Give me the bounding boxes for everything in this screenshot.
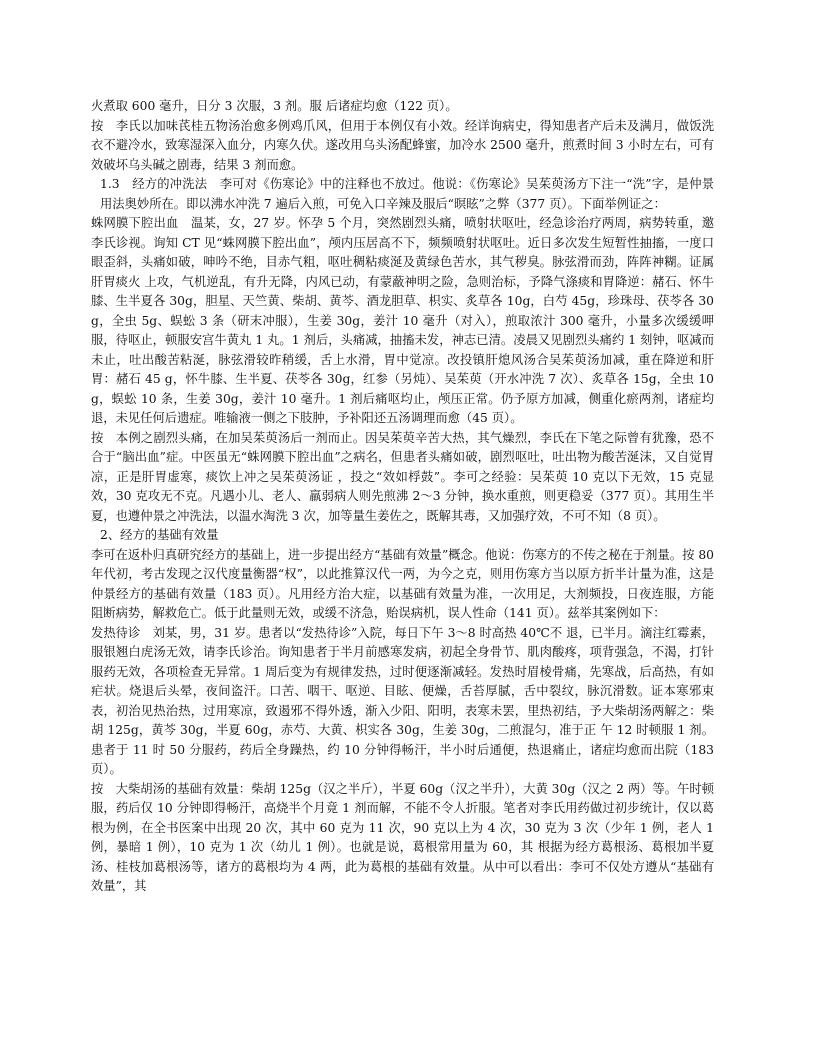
- case-fever-diagnosis: 发热待诊 刘某，男，31 岁。患者以“发热待诊”入院，每日下午 3～8 时高热 40℃不 退，已半月。滴注红霉素，服银翘白虎汤无效，请李氏诊治。询知患者于半月前感寒发病，初起全身骨节、肌肉酸疼，项背强急，不渴，打针服药无效，各项检查无异常。1 周后变为有规律发热，过时便逐渐减轻。发热时眉棱骨痛，先寒战，后高热，有如疟状。烧退后头晕，夜间盗汗。口苦、咽干、呕逆、目眩、便燥，舌苔厚腻，舌中裂纹，脉沉滑数。证本寒邪束表，初治见热治热，过用寒凉，致遏邪不得外透，渐入少阳、阳明，表寒未罢，里热初结，予大柴胡汤两解之：柴胡 125g，黄芩 30g，半夏 60g，赤芍、大黄、枳实各 30g，生姜 30g，二煎混匀，准于正 午 12 时顿服 1 剂。患者于 11 时 50 分服药，药后全身躁热，约 10 分钟得畅汗，半小时后通便，热退痛止，诸症均愈而出院（183 页）。: [91, 625, 714, 776]
- paragraph-commentary-da-chaihu: 按 大柴胡汤的基础有效量：柴胡 125g（汉之半斤），半夏 60g（汉之半升），大黄 30g（汉之 2 两）等。午时顿服，药后仅 10 分钟即得畅汗，高烧半个月竟 1 剂而解，不能不令人折服。笔者对李氏用药做过初步统计，仅以葛根为例，在全书医案中出现 20 次，其中 60 克为 11 次，90 克以上为 4 次，30 克为 3 次（少年 1 例，老人 1 例，暴暗 1 例），10 克为 1 次（幼儿 1 例）。也就是说，葛根常用量为 60，其 根据为经方葛根汤、葛根加半夏汤、桂枝加葛根汤等，诸方的葛根均为 4 两，此为葛根的基础有效量。从中可以看出：李可不仅处方遵从“基础有效量”，其: [91, 781, 714, 893]
- paragraph-commentary-chicken-claw-wind: 按 李氏以加味芪桂五物汤治愈多例鸡爪风，但用于本例仅有小效。经详询病史，得知患者产后未及满月，做饭洗衣不避冷水，致寒湿深入血分，内寒久伏。遂改用乌头汤配蜂蜜，加冷水 2500 毫升，煎煮时间 3 小时左右，可有效破坏乌头碱之剧毒，结果 3 剂而愈。: [91, 118, 714, 172]
- case-subarachnoid-hemorrhage: 蛛网膜下腔出血 温某，女，27 岁。怀孕 5 个月，突然剧烈头痛，喷射状呕吐，经急诊治疗两周，病势转重，邀李氏诊视。询知 CT 见“蛛网膜下腔出血”，颅内压居高不下，频频喷射状呕吐。近日多次发生短暂性抽搐，一度口眼歪斜，头痛如破，呻吟不绝，目赤气粗，呕吐稠粘痰涎及黄绿色苦水，其气秽臭。脉弦滑而劲，阵阵神糊。证属肝胃痰火 上攻，气机逆乱，有升无降，内风已动，有蒙蔽神明之险，急则治标，予降气涤痰和胃降逆：赭石、怀牛膝、生半夏各 30g，胆星、天竺黄、柴胡、黄芩、酒龙胆草、枳实、炙草各 10g，白芍 45g，珍珠母、茯苓各 30g，全虫 5g、蜈蚣 3 条（研末冲服），生姜 30g，姜汁 10 毫升（对入），煎取浓汁 300 毫升，小量多次缓缓呷服，待呕止，顿服安宫牛黄丸 1 丸。1 剂后，头痛减，抽搐未发，神志已清。凌晨又见剧烈头痛约 1 刻钟，呕减而未止，吐出酸苦粘涎，脉弦滑较昨稍缓，舌上水滑，胃中觉凉。改投镇肝熄风汤合吴茱萸汤加减，重在降逆和肝胃：赭石 45 g，怀牛膝、生半夏、茯苓各 30g，红参（另炖）、吴茱萸（开水冲洗 7 次）、炙草各 15g，全虫 10g，蜈蚣 10 条，生姜 30g，姜汁 10 毫升。1 剂后痛呕均止，颅压正常。仍予原方加减，侧重化瘀两剂，诸症均退，未见任何后遗症。唯输液一侧之下肢肿，予补阳还五汤调理而愈（45 页）。: [91, 216, 714, 425]
- paragraph-decoction-instructions: 火煮取 600 毫升，日分 3 次服，3 剂。服 后诸症均愈（122 页）。: [91, 99, 458, 113]
- paragraph-commentary-headache: 按 本例之剧烈头痛，在加吴茱萸汤后一剂而止。因吴茱萸辛苦大热，其气燥烈，李氏在下笔之际曾有犹豫，恐不合于“脑出血”症。中医虽无“蛛网膜下腔出血”之病名，但患者头痛如破，剧烈呕吐，吐出物为酸苦涎沫，又自觉胃凉，正是肝胃虚寒，痰饮上冲之吴茱萸汤证 ，投之“效如桴鼓”。李可之经验：吴茱萸 10 克以下无效，15 克显效，30 克攻无不克。凡遇小儿、老人、羸弱病人则先煎沸 2～3 分钟，换水重煎，则更稳妥（377 页）。其用生半夏，也遵仲景之冲洗法，以温水淘洗 3 次，加等量生姜佐之，既解其毒，又加强疗效，不可不知（8 页）。: [91, 430, 714, 523]
- document-body: [91, 97, 714, 897]
- section-heading-basic-effective-dose: 2、经方的基础有效量: [100, 528, 219, 542]
- section-heading-rinsing-method: 1.3 经方的冲洗法 李可对《伤寒论》中的注释也不放过。他说：《伤寒论》吴茱萸汤方下注一“洗”字，是仲景用法奥妙所在。即以沸水冲洗 7 遍后入煎，可免入口辛辣及服后“暝眩”之弊（377 页）。下面举例证之：: [100, 177, 714, 211]
- paragraph-basic-effective-dose: 李可在返朴归真研究经方的基础上，进一步提出经方“基础有效量”概念。他说：伤寒方的不传之秘在于剂量。按 80 年代初，考古发现之汉代度量衡器“权”，以此推算汉代一两，为今之克，则用伤寒方当以原方折半计量为准，这是仲景经方的基础有效量（183 页）。凡用经方治大症，以基础有效量为准，一次用足，大剂频投，日夜连服，方能阻断病势，解救危亡。低于此量则无效，或缓不济急，贻误病机，误人性命（141 页）。兹举其案例如下：: [91, 547, 714, 620]
